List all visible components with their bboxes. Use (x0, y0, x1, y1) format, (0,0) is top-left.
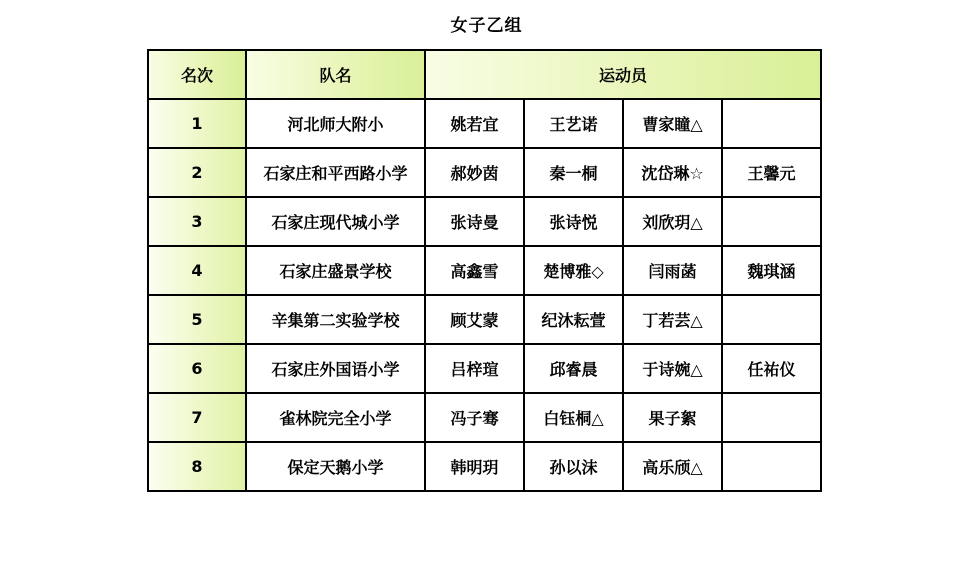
athlete-cell: 孙以沫 (524, 442, 623, 491)
athlete-cell: 王馨元 (722, 148, 821, 197)
athlete-cell (722, 393, 821, 442)
team-name-cell: 石家庄现代城小学 (246, 197, 425, 246)
rank-cell: 7 (148, 393, 246, 442)
athlete-cell: 冯子骞 (425, 393, 524, 442)
athlete-cell: 王艺诺 (524, 99, 623, 148)
header-row (148, 50, 821, 99)
athlete-cell: 张诗悦 (524, 197, 623, 246)
athlete-cell: 邱睿晨 (524, 344, 623, 393)
table-row (148, 344, 821, 393)
athlete-cell: 白钰桐△ (524, 393, 623, 442)
athlete-cell: 闫雨菡 (623, 246, 722, 295)
rank-cell: 5 (148, 295, 246, 344)
table-row (148, 148, 821, 197)
team-name-cell: 辛集第二实验学校 (246, 295, 425, 344)
header-athletes: 运动员 (425, 50, 821, 99)
athlete-cell: 纪沐耘萱 (524, 295, 623, 344)
athlete-cell: 顾艾蒙 (425, 295, 524, 344)
athlete-cell: 于诗婉△ (623, 344, 722, 393)
team-name-cell: 雀林院完全小学 (246, 393, 425, 442)
rank-cell: 3 (148, 197, 246, 246)
athlete-cell: 沈岱琳☆ (623, 148, 722, 197)
results-table (147, 49, 822, 492)
athlete-cell: 高乐颀△ (623, 442, 722, 491)
athlete-cell: 吕梓瑄 (425, 344, 524, 393)
rank-cell: 1 (148, 99, 246, 148)
athlete-cell: 郝妙茵 (425, 148, 524, 197)
athlete-cell: 曹家瞳△ (623, 99, 722, 148)
rank-cell: 2 (148, 148, 246, 197)
table-row (148, 246, 821, 295)
athlete-cell: 秦一桐 (524, 148, 623, 197)
athlete-cell (722, 197, 821, 246)
athlete-cell: 果子絮 (623, 393, 722, 442)
athlete-cell: 魏琪涵 (722, 246, 821, 295)
team-name-cell: 石家庄盛景学校 (246, 246, 425, 295)
athlete-cell: 丁若芸△ (623, 295, 722, 344)
rank-cell: 6 (148, 344, 246, 393)
team-name-cell: 保定天鹅小学 (246, 442, 425, 491)
athlete-cell: 楚博雅◇ (524, 246, 623, 295)
team-name-cell: 河北师大附小 (246, 99, 425, 148)
athlete-cell (722, 442, 821, 491)
athlete-cell (722, 99, 821, 148)
rank-cell: 4 (148, 246, 246, 295)
team-name-cell: 石家庄和平西路小学 (246, 148, 425, 197)
table-row (148, 295, 821, 344)
athlete-cell: 姚若宜 (425, 99, 524, 148)
table-row (148, 393, 821, 442)
page-title: 女子乙组 (450, 16, 523, 36)
header-rank: 名次 (148, 50, 246, 99)
athlete-cell: 张诗曼 (425, 197, 524, 246)
athlete-cell: 刘欣玥△ (623, 197, 722, 246)
table-row (148, 99, 821, 148)
team-name-cell: 石家庄外国语小学 (246, 344, 425, 393)
athlete-cell: 韩明玥 (425, 442, 524, 491)
athlete-cell (722, 295, 821, 344)
header-team: 队名 (246, 50, 425, 99)
table-row (148, 197, 821, 246)
athlete-cell: 高鑫雪 (425, 246, 524, 295)
athlete-cell: 任祐仪 (722, 344, 821, 393)
rank-cell: 8 (148, 442, 246, 491)
table-row (148, 442, 821, 491)
